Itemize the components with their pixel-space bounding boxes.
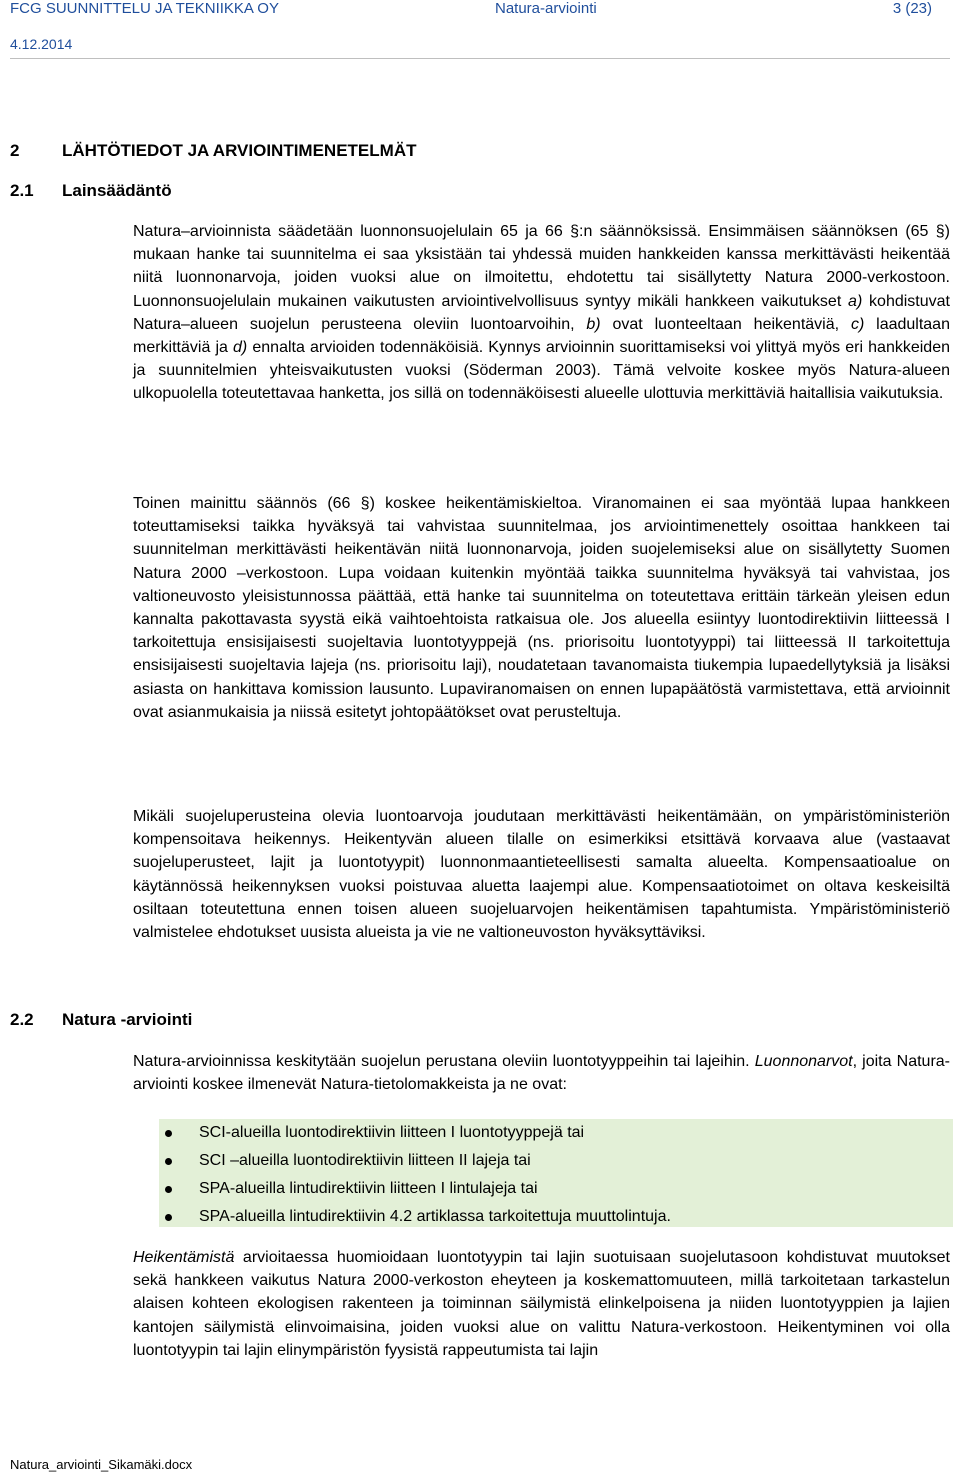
section-2-2-heading xyxy=(10,1010,192,1030)
paragraph-2-1-2: Toinen mainittu säännös (66 §) koskee heikentämiskieltoa. Viranomainen ei saa myöntää lupaa hankkeen toteuttamiseksi taikka hyväksyä tai vahvistaa suunnitelmaa, jos arviointimenettely osoittaa hankkeen tai suunnitelman merkittävästi heikentävän niitä luonnonarvoja, joiden suojelemiseksi alue on sisällytetty Suomen Natura 2000 –verkostoon. Lupa voidaan kuitenkin myöntää taikka suunnitelma hyväksyä tai vahvistaa, jos valtioneuvosto yleisistunnossa päättää, että hanke tai suunnitelma on toteutettava erittäin tärkeän yleisen edun kannalta pakottavasta syystä eikä vaihtoehtoista ratkaisua ole. Jos alueella esiintyy luontodirektiivin liitteessä I tarkoitettuja ensisijaisesti suojeltavia luontotyyppejä (ns. priorisoitu luontotyyppi) tai liitteessä II tarkoitettuja ensisijaisesti suojeltavia lajeja (ns. priorisoitu laji), noudatetaan tavanomaista tiukempia lupaedellytyksiä ja lisäksi asiasta on hankittava komission lausunto. Lupaviranomaisen on ennen lupapäätöstä varmistettava, että arvioinnit ovat asianmukaisia ja niissä esitetyt johtopäätökset ovat perusteltuja. xyxy=(133,495,950,721)
header-page-number: 3 (23) xyxy=(892,0,932,17)
paragraph-2-1-3: Mikäli suojeluperusteina olevia luontoarvoja joudutaan merkittävästi heikentämään, on ympäristöministeriön kompensoitava heikennys. Heikentyvän alueen tilalle on esimerkiksi etsittävä korvaava alue (vastaavat suojeluperusteet, lajit ja luontotyypit) luonnonmaantieteellisesti samalta alueelta. Kompensaatioalue on käytännössä heikennyksen vuoksi poistuvaa aluetta laajempi alue. Kompensaatiotoimet on oltava keskeisiltä osiltaan toteutettuna ennen toisen alueen suojeluarvojen heikentämisen tapahtumista. Ympäristöministeriö valmistelee ehdotukset uusista alueista ja vie ne valtioneuvoston hyväksyttäviksi. xyxy=(133,808,950,942)
section-2-title: LÄHTÖTIEDOT JA ARVIOINTIMENETELMÄT xyxy=(62,141,417,160)
section-2-2-number: 2.2 xyxy=(10,1010,34,1029)
header-document-title: Natura-arviointi xyxy=(495,0,597,17)
paragraph-2-2-2: Heikentämistä arvioitaessa huomioidaan luontotyypin tai lajin suotuisaan suojelutasoon kohdistuvat muutokset sekä hankkeen vaikutus Natura 2000-verkoston eheyteen ja koskemattomuuteen, millä tarkoitetaan tarkastelun alaisen kohteen ekologisen rakenteen ja toiminnan säilymistä elinkelpoisena ja niiden luontotyyppien ja lajien kantojen säilymistä elinvoimaisina, joiden vuoksi alue on valittu Natura-verkostoon. Heikentyminen voi olla luontotyypin tai lajin elinympäristön fyysistä rappeutumista tai lajin xyxy=(133,1249,950,1359)
paragraph-2-2-1: Natura-arvioinnissa keskitytään suojelun perustana oleviin luontotyyppeihin tai lajeihin. Luonnonarvot, joita Natura-arviointi koskee ilmenevät Natura-tietolomakkeista ja ne ovat: xyxy=(133,1053,950,1094)
section-2-heading xyxy=(10,141,416,161)
page-header xyxy=(10,0,932,20)
natura-values-list-box xyxy=(159,1119,953,1227)
header-divider xyxy=(10,58,950,59)
section-2-1-number: 2.1 xyxy=(10,181,34,200)
list-item: SPA-alueilla lintudirektiivin 4.2 artiklassa tarkoitettuja muuttolintuja. xyxy=(159,1203,953,1231)
bullet-icon xyxy=(165,1214,172,1221)
natura-values-list xyxy=(159,1119,953,1231)
bullet-icon xyxy=(165,1130,172,1137)
paragraph-2-1-1: Natura–arvioinnista säädetään luonnonsuojelulain 65 ja 66 §:n säännöksissä. Ensimmäisen säännöksen (65 §) mukaan hanke tai suunnitelma ei saa yksistään tai yhdessä muiden hankkeiden kanssa merkittävästi heikentää niitä luonnonarvoja, joiden vuoksi alue on ilmoitettu, ehdotettu tai sisällytetty Natura 2000-verkostoon. Luonnonsuojelulain mukainen vaikutusten arviointivelvollisuus syntyy mikäli hankkeen vaikutukset a) kohdistuvat Natura–alueen suojelun perusteena oleviin luontoarvoihin, b) ovat luonteeltaan heikentäviä, c) laadultaan merkittäviä ja d) ennalta arvioiden todennäköisiä. Kynnys arvioinnin suorittamiseksi voi ylittyä myös eri hankkeiden ja suunnitelmien yhteisvaikutusten vuoksi (Söderman 2003). Tämä velvoite koskee myös Natura-alueen ulkopuolella toteutettavaa hanketta, jos sillä on todennäköisesti alueelle ulottuvia merkittäviä haitallisia vaikutuksia. xyxy=(133,223,951,403)
section-2-2-title: Natura -arviointi xyxy=(62,1010,193,1029)
header-company: FCG SUUNNITTELU JA TEKNIIKKA OY xyxy=(10,0,279,17)
bullet-icon xyxy=(165,1158,172,1165)
bullet-icon xyxy=(165,1186,172,1193)
section-2-number: 2 xyxy=(10,141,20,160)
section-2-1-heading xyxy=(10,181,172,201)
list-item: SCI-alueilla luontodirektiivin liitteen I luontotyyppejä tai xyxy=(159,1119,953,1147)
list-item: SPA-alueilla lintudirektiivin liitteen I lintulajeja tai xyxy=(159,1175,953,1203)
header-date: 4.12.2014 xyxy=(10,36,73,52)
section-2-1-title: Lainsäädäntö xyxy=(62,181,172,200)
footer-filename: Natura_arviointi_Sikamäki.docx xyxy=(10,1457,193,1472)
list-item: SCI –alueilla luontodirektiivin liitteen II lajeja tai xyxy=(159,1147,953,1175)
